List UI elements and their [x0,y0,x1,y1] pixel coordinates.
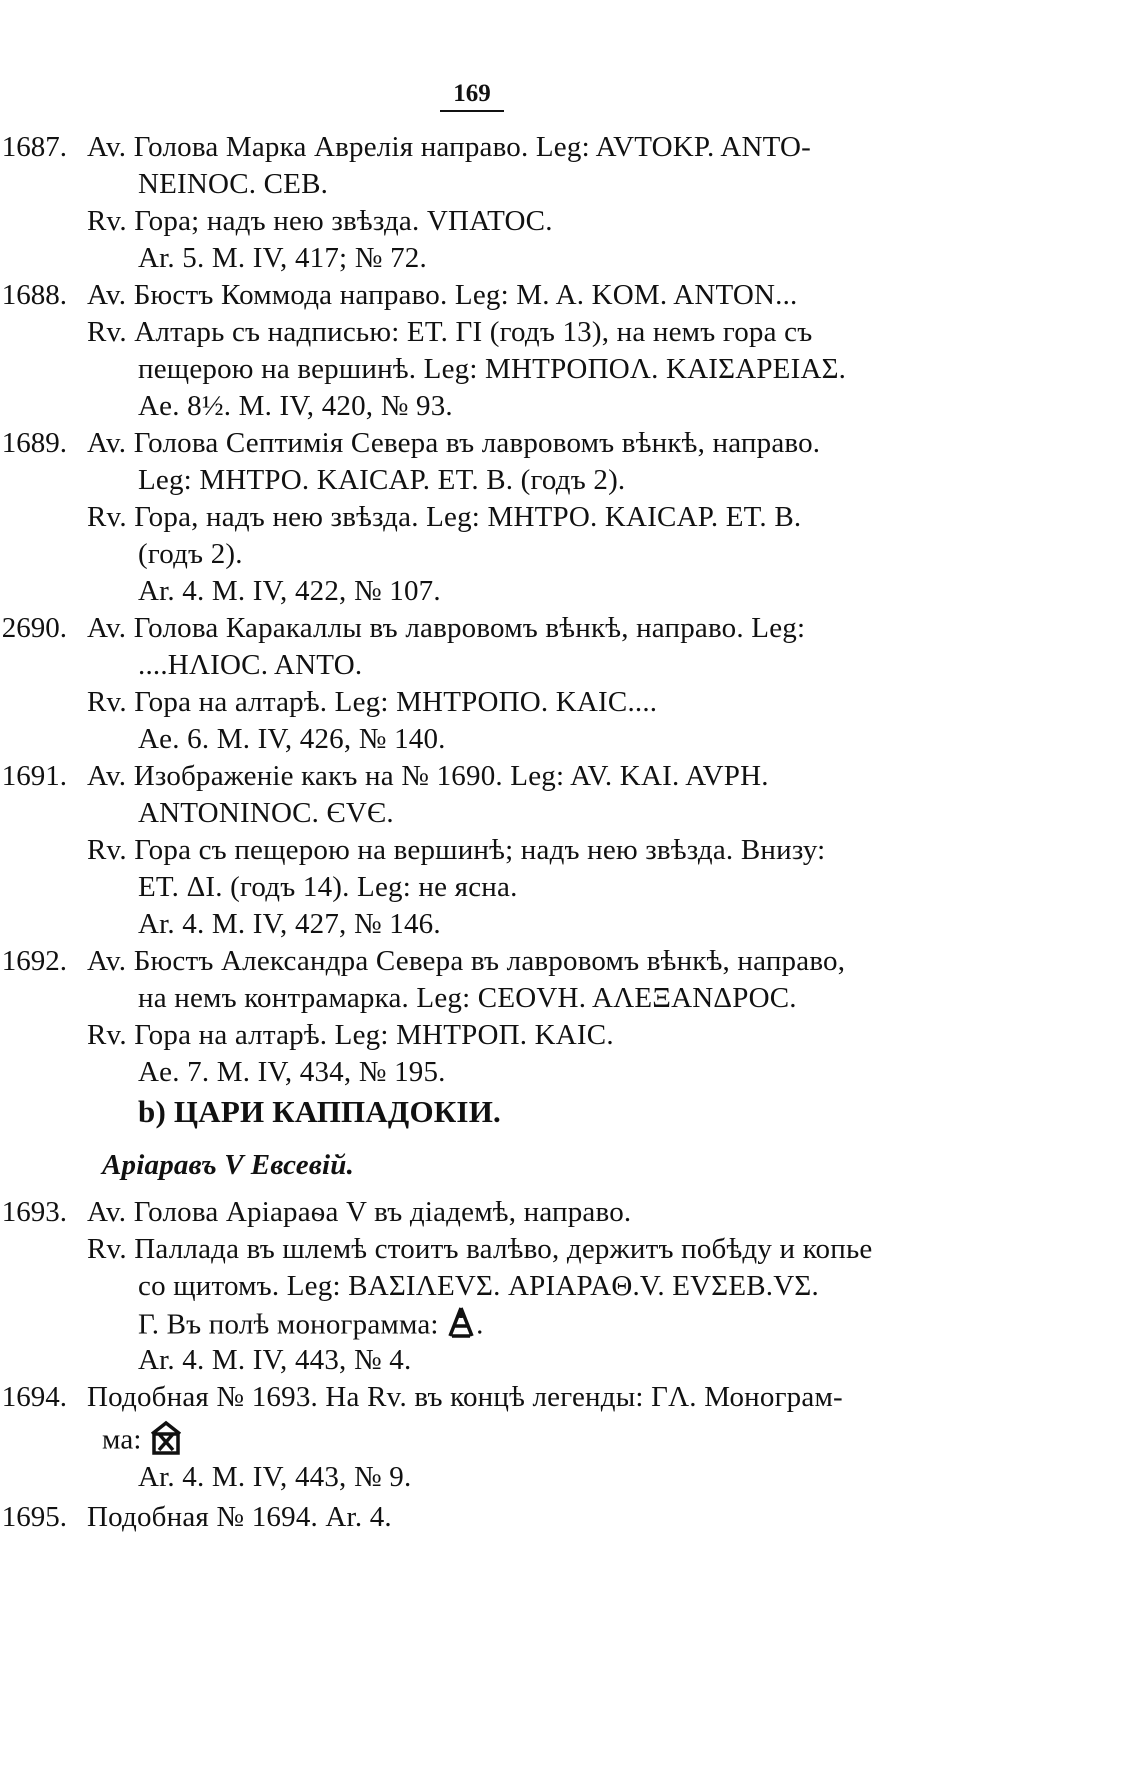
entry-line: Av. Голова Септимія Севера въ лавровомъ вѣнкѣ, направо. [87,427,821,459]
entry-line: Rv. Гора на алтарѣ. Leg: MHTPOПO. KAIC.... [87,686,658,718]
entry-number: 1694. [1,1381,67,1413]
entry-line: Av. Голова Марка Аврелія направо. Leg: AVTOKP. ANTO- [87,131,812,163]
entry-line: (годъ 2). [138,538,243,570]
entry-line: Подобная № 1694. Ar. 4. [87,1501,392,1533]
entry-line: Ar. 4. M. IV, 443, № 4. [138,1344,412,1376]
entry-number: 1692. [1,945,67,977]
entry-line: Ar. 4. M. IV, 422, № 107. [138,575,441,607]
entry-line: пещерою на вершинѣ. Leg: MHTPOПOΛ. KAIΣAPEIAΣ. [138,353,847,385]
entry-line: Г. Въ полѣ монограмма: [138,1308,439,1341]
entry-line: ....HΛIOC. ANTO. [138,649,363,681]
entry-line: Ar. 4. M. IV, 443, № 9. [138,1461,412,1493]
entry-line: Подобная № 1693. На Rv. въ концѣ легенды: ГΛ. Монограм- [87,1381,843,1413]
entry-number: 1689. [1,427,67,459]
entry-line: ANTONINOC. ЄVЄ. [138,797,394,829]
entry-line: Rv. Гора на алтарѣ. Leg: MHTPOП. KAIC. [87,1019,614,1051]
entry-number: 1695. [1,1501,67,1533]
section-heading: b) ЦАРИ КАППАДОКІИ. [138,1094,501,1129]
entry-line-with-monogram [102,1420,183,1464]
entry-line: ма: [102,1423,142,1456]
entry-line: Av. Бюстъ Коммода направо. Leg: M. A. KOM. ANTON... [87,279,798,311]
entry-line: Rv. Паллада въ шлемѣ стоитъ валѣво, держитъ побѣду и копье [87,1233,873,1265]
entry-line: Ar. 5. M. IV, 417; № 72. [138,242,427,274]
entry-line: NEINOC. CEB. [138,168,329,200]
entry-line: ET. ΔI. (годъ 14). Leg: не ясна. [138,871,518,903]
entry-number: 1687. [1,131,67,163]
entry-number: 1688. [1,279,67,311]
entry-line: Leg: MHTPO. KAICAP. ET. B. (годъ 2). [138,464,626,496]
entry-number: 1691. [1,760,67,792]
entry-line: Rv. Гора съ пещерою на вершинѣ; надъ нею звѣзда. Внизу: [87,834,826,866]
entry-line: Rv. Алтарь съ надписью: ET. ГI (годъ 13), на немъ гора съ [87,316,813,348]
entry-line: Av. Голова Аріараѳа V въ діадемѣ, направо. [87,1196,632,1228]
entry-number: 2690. [1,612,67,644]
entry-line: Ar. 4. M. IV, 427, № 146. [138,908,441,940]
entry-line: Ae. 8½. M. IV, 420, № 93. [138,390,453,422]
entry-line: Av. Изображеніе какъ на № 1690. Leg: AV. KAI. AVPH. [87,760,769,792]
monogram-icon [149,1420,183,1464]
entry-number: 1693. [1,1196,67,1228]
page-number: 169 [440,80,504,112]
entry-line: со щитомъ. Leg: BAΣIΛEVΣ. APIAPAΘ.V. EVΣEB.VΣ. [138,1270,819,1302]
entry-line: на немъ контрамарка. Leg: CEOVH. AΛEΞANΔPOC. [138,982,797,1014]
entry-line-with-monogram: Г. Въ полѣ монограмма: . [138,1306,484,1348]
ruler-name: Аріаравъ V Евсевій. [102,1149,355,1181]
entry-line: Rv. Гора; надъ нею звѣзда. VПATOC. [87,205,553,237]
entry-line: Ae. 7. M. IV, 434, № 195. [138,1056,446,1088]
entry-line: Av. Голова Каракаллы въ лавровомъ вѣнкѣ, направо. Leg: [87,612,806,644]
monogram-icon [446,1306,476,1348]
entry-line: Av. Бюстъ Александра Севера въ лавровомъ вѣнкѣ, направо, [87,945,846,977]
entry-line: Rv. Гора, надъ нею звѣзда. Leg: MHTPO. KAICAP. ET. B. [87,501,802,533]
entry-line: Ae. 6. M. IV, 426, № 140. [138,723,446,755]
